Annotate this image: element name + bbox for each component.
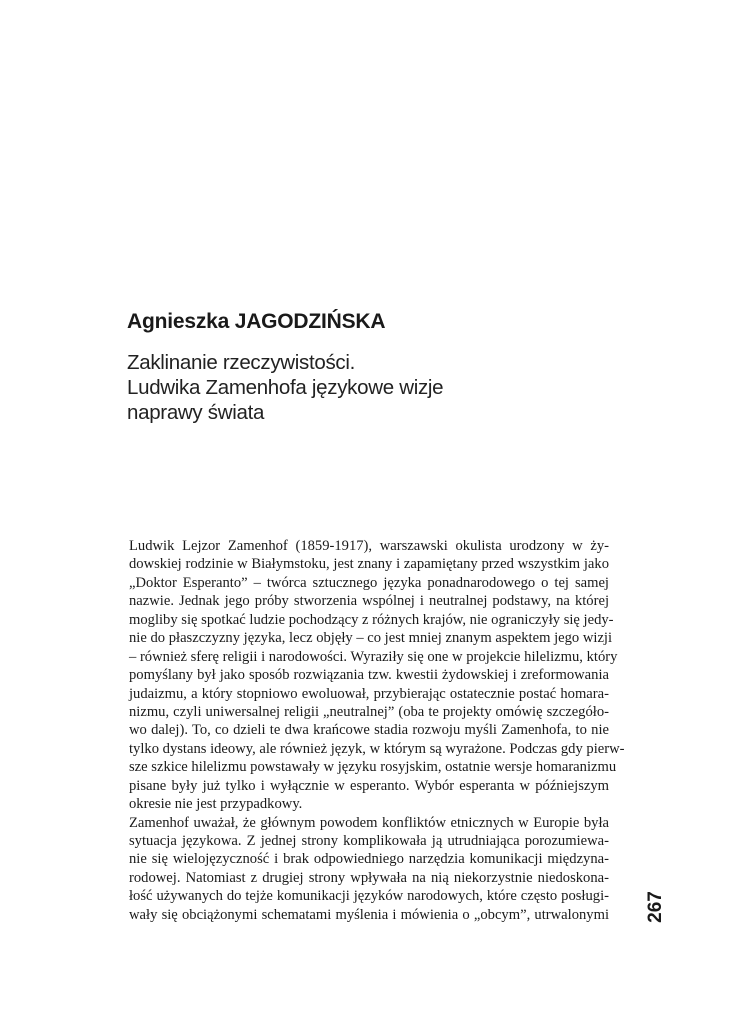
text-line: – również sferę religii i narodowości. Wyraziły się one w projekcie hilelizmu, który (129, 648, 618, 665)
text-line: pomyślany był jako sposób rozwiązania tzw. kwestii żydowskiej i zreformowania (129, 667, 609, 684)
text-line: sze szkice hilelizmu powstawały w języku rosyjskim, ostatnie wersje homaranizmu (129, 759, 617, 776)
author-last-name: JAGODZIŃSKA (234, 310, 386, 333)
title-line: Zaklinanie rzeczywistości. (127, 351, 356, 374)
text-line: łość używanych do tejże komunikacji języków narodowych, które często posługi- (129, 888, 609, 905)
author-name (127, 310, 385, 334)
text-line: nazwie. Jednak jego próby stworzenia wspólnej i neutralnej podstawy, na której (129, 593, 609, 610)
body-text (129, 537, 625, 924)
text-line: nie do płaszczyzny języka, lecz objęły – co jest mniej znanym aspektem jego wizji (129, 630, 613, 647)
text-line: dowskiej rodzinie w Białymstoku, jest znany i zapamiętany przed wszystkim jako (129, 556, 609, 573)
text-line: „Doktor Esperanto” – twórca sztucznego języka ponadnarodowego o tej samej (129, 574, 609, 591)
page-number: 267 (644, 891, 666, 923)
text-line: okresie nie jest przypadkowy. (129, 796, 303, 813)
text-line: tylko dystans ideowy, ale również język, w którym są wyrażone. Podczas gdy pierw- (129, 740, 625, 757)
text-line: pisane były już tylko i wyłącznie w esperanto. Wybór esperanta w późniejszym (129, 777, 609, 794)
text-line: wały się obciążonymi schematami myślenia i mówienia o „obcym”, utrwalonymi (129, 906, 609, 923)
text-line: sytuacja językowa. Z jednej strony komplikowała ją utrudniająca porozumiewa- (129, 833, 609, 849)
text-line: nizmu, czyli uniwersalnej religii „neutralnej” (oba te projekty omówię szczegóło- (129, 703, 609, 720)
text-line: judaizmu, a który stopniowo ewoluował, przybierając ostatecznie postać homara- (129, 685, 609, 702)
text-line: Ludwik Lejzor Zamenhof (1859-1917), warszawski okulista urodzony w ży- (129, 538, 609, 554)
author-first-name: Agnieszka (127, 310, 230, 333)
text-line: nie się wielojęzyczność i brak odpowiedniego narzędzia komunikacji międzyna- (129, 851, 609, 868)
title-line: naprawy świata (127, 401, 265, 424)
title-line: Ludwika Zamenhofa językowe wizje (127, 376, 444, 399)
text-line: Zamenhof uważał, że głównym powodem konfliktów etnicznych w Europie była (129, 814, 609, 831)
article-title (127, 350, 443, 425)
text-line: wo dalej). To, co dzieli te dwa krańcowe stadia rozwoju myśli Zamenhofa, to nie (129, 722, 609, 739)
text-line: mogliby się spotkać ludzie pochodzący z różnych krajów, nie ograniczyły się jedy- (129, 611, 614, 628)
text-line: rodowej. Natomiast z drugiej strony wpływała na nią niekorzystnie niedoskona- (129, 869, 609, 886)
